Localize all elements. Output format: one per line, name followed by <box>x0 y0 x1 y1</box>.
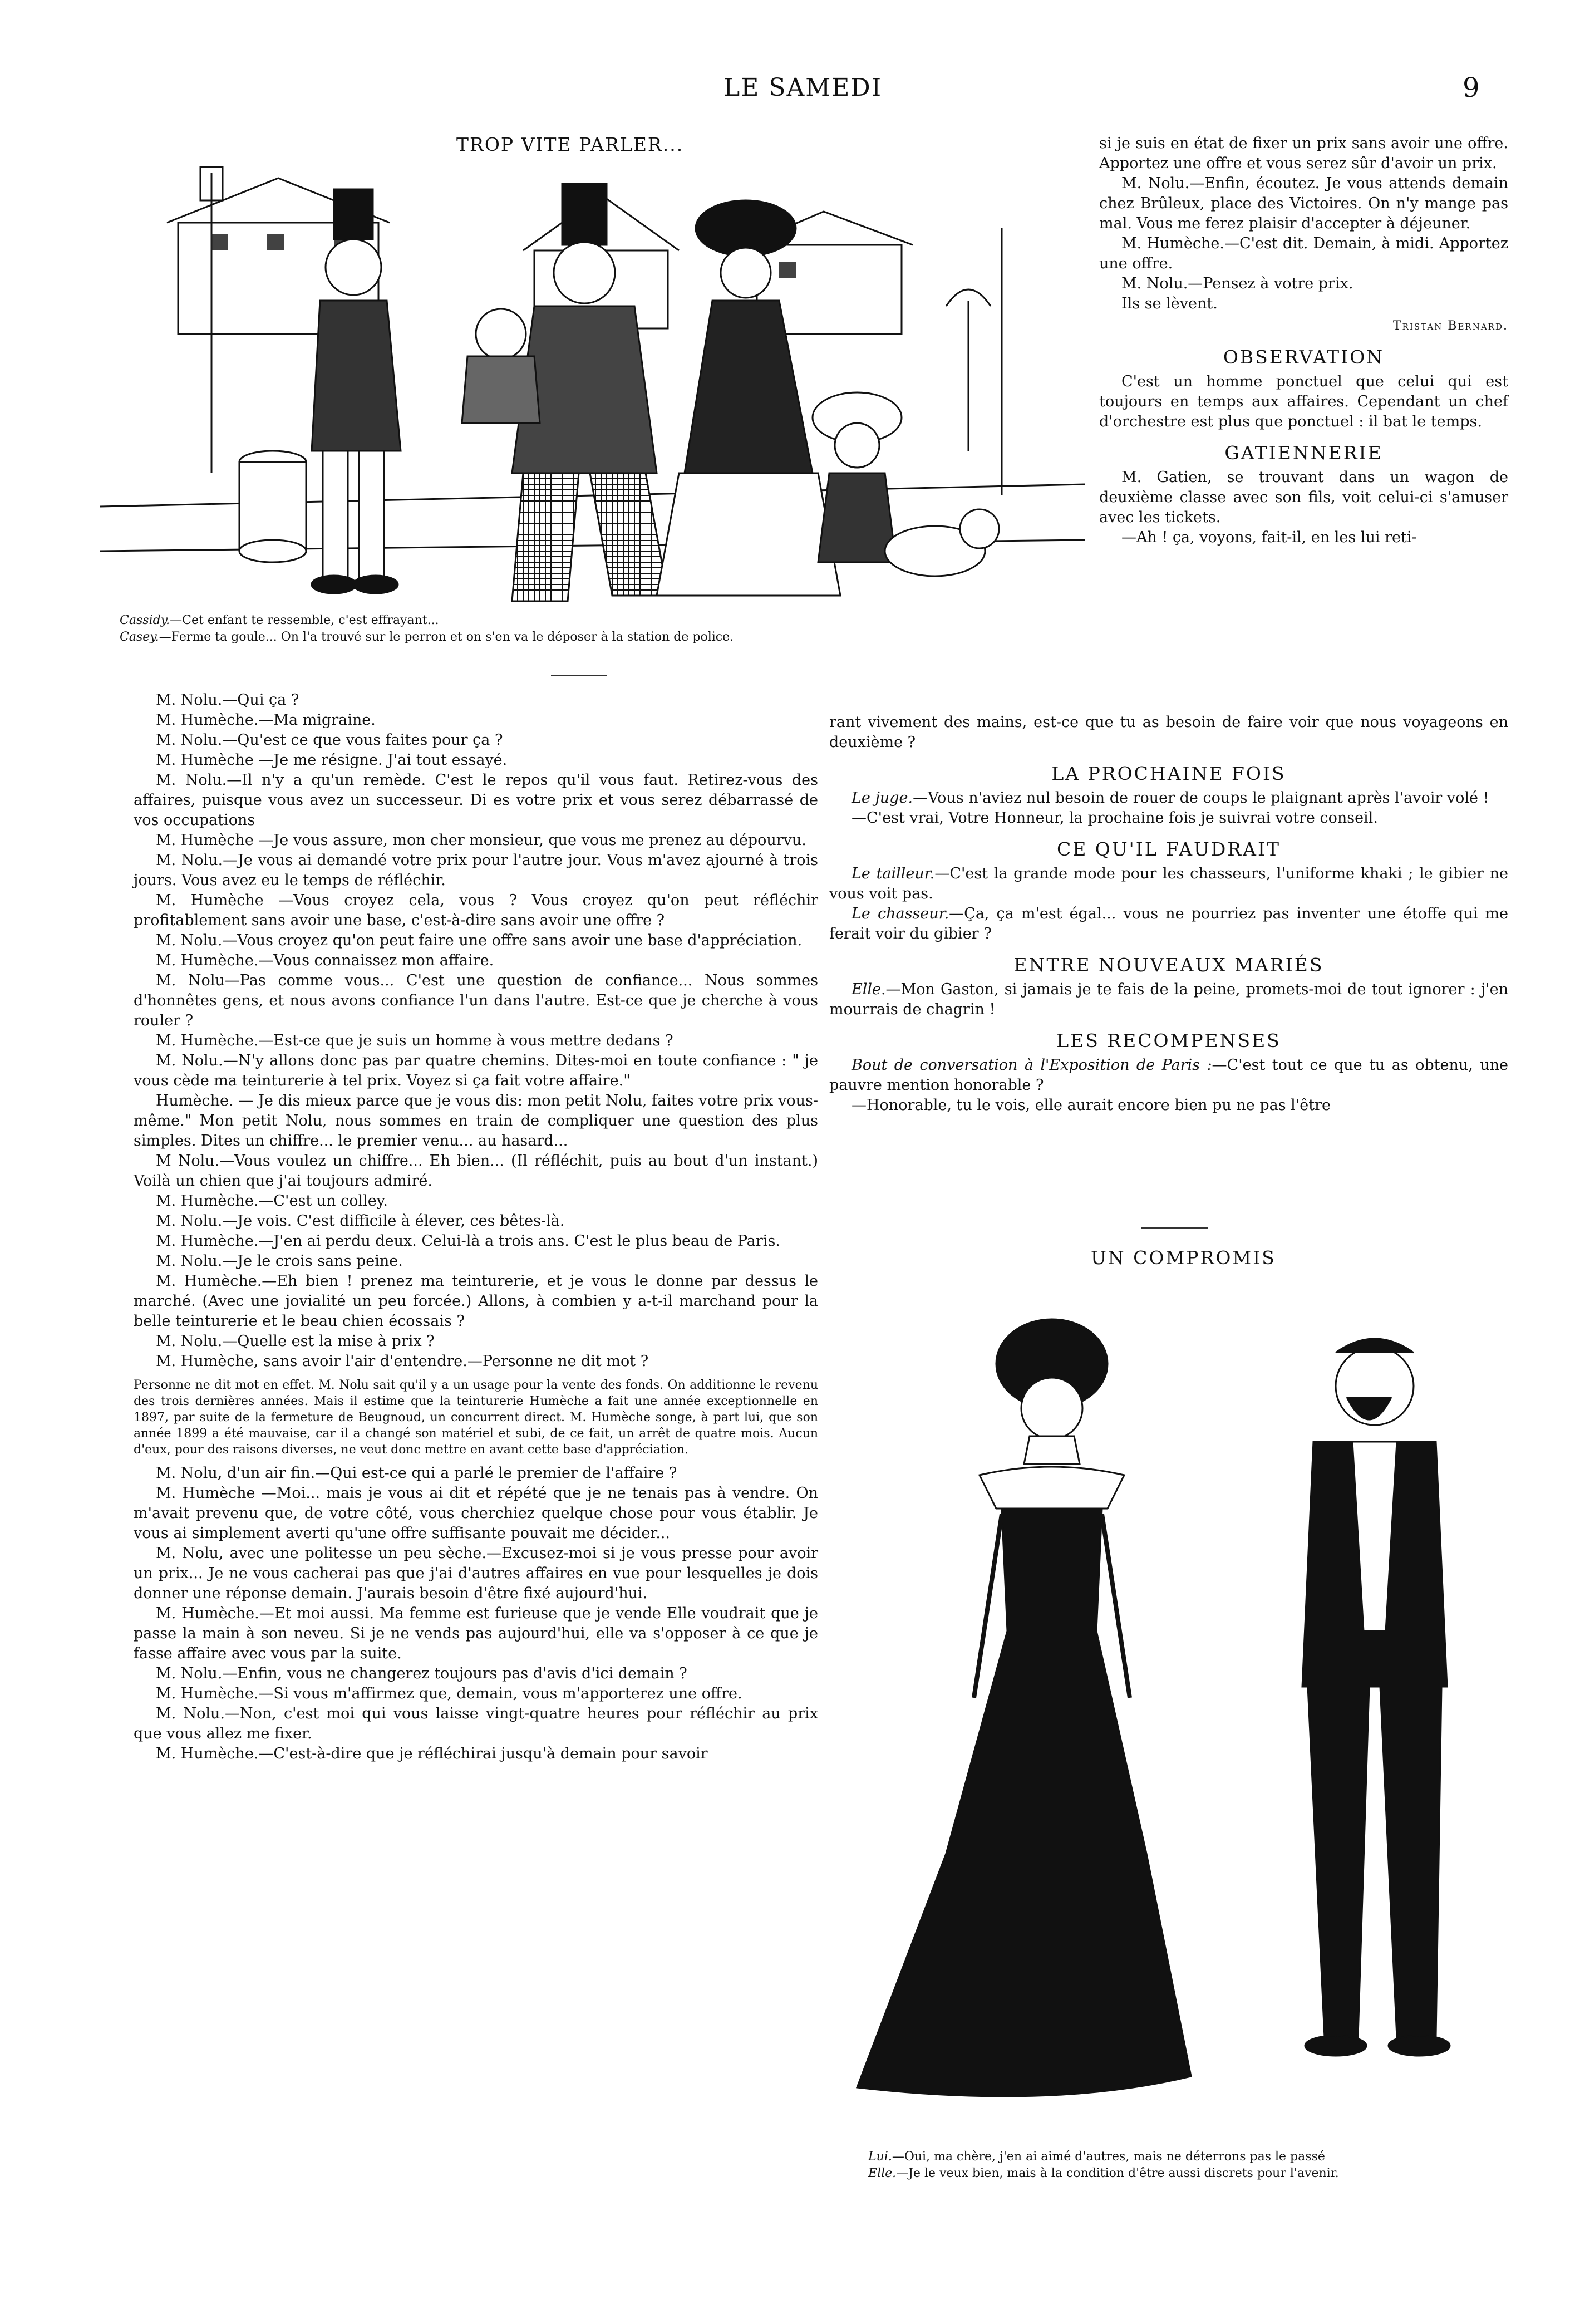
dialogue-line: M. Nolu.—Qu'est ce que vous faites pour ça ? <box>156 731 503 749</box>
section-heading-recompenses: LES RECOMPENSES <box>1056 1030 1281 1052</box>
caption-text: —Je le veux bien, mais à la condition d'être aussi discrets pour l'avenir. <box>896 2166 1339 2180</box>
dialogue-line: M. Humèche —Je vous assure, mon cher monsieur, que vous me prenez au dépourvu. <box>156 832 806 849</box>
dialogue-line: M. Nolu.—Je vous ai demandé votre prix pour l'autre jour. Vous m'avez ajourné à trois jours. Vous avez eu le temps de réfléchir. <box>134 852 818 889</box>
caption-text: —Oui, ma chère, j'en ai aimé d'autres, mais ne déterrons pas le passé <box>892 2150 1325 2164</box>
speaker-label: Le juge. <box>852 789 913 807</box>
running-header-title: LE SAMEDI <box>723 73 883 102</box>
section-heading-nouveaux-maries: ENTRE NOUVEAUX MARIÉS <box>1013 954 1324 976</box>
dialogue-line: M. Nolu.—Qui ça ? <box>156 691 299 709</box>
illustration-title: TROP VITE PARLER... <box>456 134 684 155</box>
observation-text: C'est un homme ponctuel que celui qui est toujours en temps aux affaires. Cependant un chef d'orchestre est plus que ponctuel : il bat le temps. <box>1099 373 1508 430</box>
dialogue-line: M. Humèche.—Vous connaissez mon affaire. <box>156 952 494 969</box>
dialogue-line: M. Humèche.—J'en ai perdu deux. Celui-là a trois ans. C'est le plus beau de Paris. <box>156 1232 780 1250</box>
right-column <box>1099 134 1508 548</box>
dialogue-line: M. Nolu.—Il n'y a qu'un remède. C'est le repos qu'il vous faut. Retirez-vous des affaires, puisque vous avez un successeur. Di es votre prix et vous serez débarrassé de vos occupations <box>134 772 818 829</box>
stage-note <box>134 1377 818 1458</box>
separator-rule <box>551 675 607 676</box>
dialogue-line: M. Humèche.—C'est un colley. <box>156 1192 388 1210</box>
gatiennerie-continued: rant vivement des mains, est-ce que tu as besoin de faire voir que nous voyageons en deuxième ? <box>829 714 1508 751</box>
dialogue-line: M. Humèche, sans avoir l'air d'entendre.—Personne ne dit mot ? <box>156 1353 649 1370</box>
author-signature: Tristan Bernard. <box>1393 319 1508 333</box>
dialogue-line: M. Nolu.—Je vois. C'est difficile à élever, ces bêtes-là. <box>156 1212 565 1230</box>
dialogue-line: M. Nolu—Pas comme vous... C'est une question de confiance... Nous sommes d'honnêtes gens, et nous avons confiance l'un dans l'autre. Est-ce que je cherche à vous rouler ? <box>134 972 818 1029</box>
continued-dialogue: si je suis en état de fixer un prix sans avoir une offre. Apportez une offre et vous serez sûr d'avoir un prix. <box>1099 135 1508 172</box>
dialogue-column <box>134 690 818 1764</box>
dialogue-line: M. Nolu.—Quelle est la mise à prix ? <box>156 1333 435 1350</box>
dialogue-line: M. Nolu.—Pensez à votre prix. <box>1121 275 1353 292</box>
speaker-label: Le tailleur. <box>852 865 935 882</box>
caption-speaker: Elle. <box>868 2166 897 2180</box>
anecdote-text: —Mon Gaston, si jamais je te fais de la peine, promets-moi de tout ignorer : j'en mourrais de chagrin ! <box>829 981 1508 1018</box>
gatiennerie-text: M. Gatien, se trouvant dans un wagon de deuxième classe avec son fils, voit celui-ci s'amuser avec les tickets. <box>1099 469 1508 526</box>
separator-rule <box>1141 1227 1208 1229</box>
dialogue-line: M. Nolu.—Enfin, vous ne changerez toujours pas d'avis d'ici demain ? <box>156 1665 687 1682</box>
dialogue-line: Ils se lèvent. <box>1121 295 1218 312</box>
illustration-caption <box>868 2149 1514 2182</box>
section-heading-prochaine-fois: LA PROCHAINE FOIS <box>1051 763 1286 784</box>
dialogue-line: M. Humèche.—Et moi aussi. Ma femme est furieuse que je vende Elle voudrait que je passe la main à son neveu. Si je ne vends pas aujourd'hui, elle va s'opposer à ce que je fasse affaire avec vous par la suite. <box>134 1605 818 1662</box>
dialogue-line: M. Nolu.—Je le crois sans peine. <box>156 1252 403 1270</box>
caption-speaker: Casey. <box>120 630 159 644</box>
dialogue-line: M. Nolu.—Enfin, écoutez. Je vous attends demain chez Brûleux, place des Victoires. On n'y mange pas mal. Vous me ferez plaisir d'accepter à déjeuner. <box>1099 175 1508 232</box>
anecdote-text: —Vous n'aviez nul besoin de rouer de coups le plaignant après l'avoir volé ! <box>913 789 1489 807</box>
section-heading-gatiennerie: GATIENNERIE <box>1224 442 1383 464</box>
dialogue-line: M. Humèche.—Eh bien ! prenez ma teinturerie, et je vous le donne par dessus le marché. (Avec une jovialité un peu forcée.) Allons, à combien y a-t-il marchand pour la belle teinturerie et le beau chien écossais ? <box>134 1272 818 1330</box>
dialogue-line: M. Humèche —Moi... mais je vous ai dit et répété que je ne tenais pas à vendre. On m'avait prevenu que, de votre côté, vous cherchiez quelque chose pour vous établir. Je vous ai simplement averti qu'une offre suffisante pouvait me décider... <box>134 1485 818 1542</box>
illustration-caption <box>120 612 1094 646</box>
couple-illustration <box>835 1297 1492 2143</box>
dialogue-line: M. Humèche —Je me résigne. J'ai tout essayé. <box>156 751 508 769</box>
dialogue-line: Humèche. — Je dis mieux parce que je vous dis: mon petit Nolu, faites votre prix vous-même." Mon petit Nolu, nous sommes en train de compliquer une question des plus simples. Dites un chiffre... le premier venu... au hasard... <box>134 1092 818 1149</box>
speaker-label: Le chasseur. <box>852 905 949 922</box>
speaker-label: Elle. <box>852 981 886 998</box>
dialogue-line: M. Humèche.—C'est dit. Demain, à midi. Apportez une offre. <box>1099 235 1508 272</box>
street-scene-illustration <box>100 161 1085 618</box>
anecdote-text: —Honorable, tu le vois, elle aurait encore bien pu ne pas l'être <box>852 1097 1331 1114</box>
dialogue-line: M. Humèche.—C'est-à-dire que je réfléchirai jusqu'à demain pour savoir <box>156 1745 708 1762</box>
anecdote-text: —Ça, ça m'est égal... vous ne pourriez pas inventer une étoffe qui me ferait voir du gibier ? <box>829 905 1508 942</box>
caption-text: —Ferme ta goule... On l'a trouvé sur le perron et on s'en va le déposer à la station de police. <box>159 630 734 644</box>
dialogue-line: M. Nolu.—N'y allons donc pas par quatre chemins. Dites-moi en toute confiance : " je vous cède ma teinturerie à tel prix. Voyez si ça fait votre affaire." <box>134 1052 818 1089</box>
speaker-label: Bout de conversation à l'Exposition de Paris : <box>852 1057 1212 1074</box>
illustration-title: UN COMPROMIS <box>1091 1247 1276 1269</box>
stage-note-text: Personne ne dit mot en effet. M. Nolu sait qu'il y a un usage pour la vente des fonds. On additionne le revenu des trois dernières années. Mais il estime que la teinturerie Humèche a fait une année exceptionnelle en 1897, par suite de la fermeture de Beugnoud, un concurrent direct. M. Humèche songe, à part lui, que son année 1899 a été mauvaise, car il a changé son matériel et subi, de ce fait, un arrêt de quatre mois. Aucun d'eux, pour des raisons diverses, ne veut donc mettre en avant cette base d'appréciation. <box>134 1378 818 1457</box>
section-heading-ce-quil-faudrait: CE QU'IL FAUDRAIT <box>1056 838 1281 860</box>
page-number: 9 <box>1463 72 1480 104</box>
dialogue-line: M. Nolu.—Non, c'est moi qui vous laisse vingt-quatre heures pour réfléchir au prix que vous allez me fixer. <box>134 1705 818 1742</box>
caption-speaker: Cassidy. <box>120 613 170 627</box>
anecdote-text: —C'est la grande mode pour les chasseurs, l'uniforme khaki ; le gibier ne vous voit pas. <box>829 865 1508 902</box>
dialogue-line: M. Humèche.—Si vous m'affirmez que, demain, vous m'apporterez une offre. <box>156 1685 742 1702</box>
section-heading-observation: OBSERVATION <box>1223 346 1385 368</box>
dialogue-line: M. Nolu, avec une politesse un peu sèche.—Excusez-moi si je vous presse pour avoir un prix... Je ne vous cacherai pas que j'ai d'autres affaires en vue pour lesquelles je dois donner une réponse demain. J'aurais besoin d'être fixé aujourd'hui. <box>134 1545 818 1602</box>
anecdote-text: —C'est vrai, Votre Honneur, la prochaine fois je suivrai votre conseil. <box>852 809 1378 827</box>
anecdote-text: —C'est tout ce que tu as obtenu, une pauvre mention honorable ? <box>829 1057 1508 1094</box>
dialogue-line: M. Nolu.—Vous croyez qu'on peut faire une offre sans avoir une base d'appréciation. <box>156 932 803 949</box>
dialogue-line: M. Nolu, d'un air fin.—Qui est-ce qui a parlé le premier de l'affaire ? <box>156 1465 677 1482</box>
dialogue-line: M Nolu.—Vous voulez un chiffre... Eh bien... (Il réfléchit, puis au bout d'un instant.) Voilà un chien que j'ai toujours admiré. <box>134 1152 818 1190</box>
dialogue-line: M. Humèche —Vous croyez cela, vous ? Vous croyez qu'on peut réfléchir profitablement sans avoir une base, c'est-à-dire sans avoir une offre ? <box>134 892 818 929</box>
dialogue-line: M. Humèche.—Ma migraine. <box>156 711 376 729</box>
gatiennerie-text: —Ah ! ça, voyons, fait-il, en les lui reti- <box>1121 529 1417 546</box>
anecdotes-column <box>829 713 1508 1116</box>
caption-speaker: Lui. <box>868 2150 892 2164</box>
caption-text: —Cet enfant te ressemble, c'est effrayant... <box>170 613 439 627</box>
dialogue-line: M. Humèche.—Est-ce que je suis un homme à vous mettre dedans ? <box>156 1032 673 1049</box>
